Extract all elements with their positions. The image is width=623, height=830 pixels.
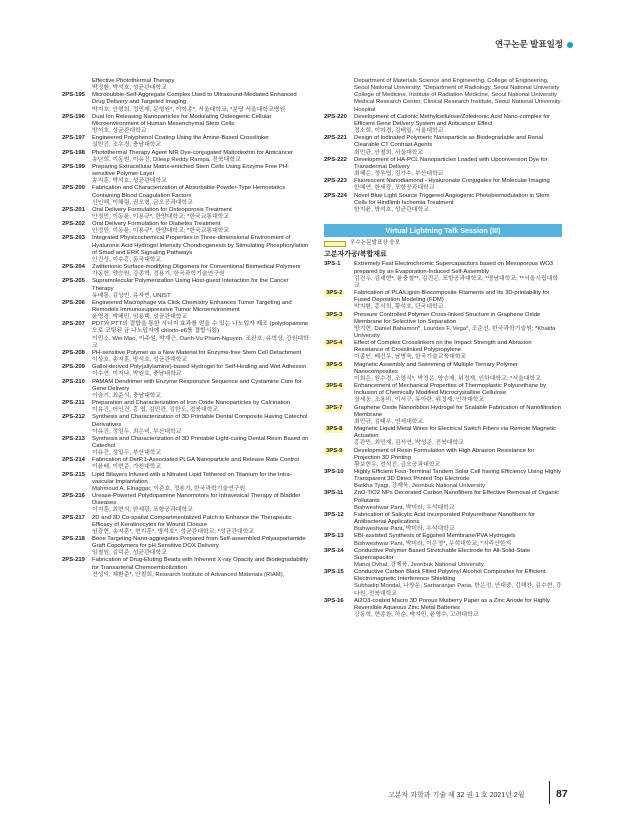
program-entry: [324, 598, 562, 619]
entry-title: PH-sensitive Polymer as a New Material for Enzyme-free Stem Cell Detachment: [92, 349, 302, 356]
entry-authors: 이유진, 정일두, 최은비, 부산대학교: [92, 428, 182, 435]
entry-code: 2PS-215: [62, 471, 85, 478]
left-column: [62, 78, 310, 579]
entry-code: 3PS-16: [324, 597, 344, 604]
entry-code: 2PS-197: [62, 135, 85, 142]
entry-authors: 정소희, 이미경, 김태일, 서울대학교: [354, 128, 444, 135]
entry-code: 2PS-214: [62, 457, 85, 464]
entry-title: Microbubble-Self-Aggregate Complex Used to Ultrasound-Mediated Enhanced Drug Delivery and Targeted Imaging: [92, 92, 297, 106]
legend-swatch-icon: [324, 241, 346, 247]
entry-title: PAMAM Dendrimer with Enzyme Responsive Sequence and Cystamine Core for Gene Delivery: [92, 378, 302, 392]
entry-code: 2PS-224: [324, 192, 347, 199]
entry-authors: 방석호, 성균관대학교: [92, 128, 147, 135]
program-entry: [62, 515, 310, 536]
program-entry: [324, 114, 562, 135]
entry-authors: 이민소, Wei Mao, 이주원, 박재근, Oanh-Vu Pham-Nguyen, 조완호, 유혁상, 강원대학교: [92, 335, 309, 349]
entry-code: 2PS-216: [62, 493, 85, 500]
entry-authors: 홍관민, 최민재, 김서연, 박성준, 전북대학교: [354, 440, 464, 447]
entry-code: 2PS-220: [324, 113, 347, 120]
entry-code: 2PS-204: [62, 264, 85, 271]
entry-title: Novel Blue Light Source Triggered Angiogenic Photobiomodulation in Stem Cells for Hindlimb Ischemia Treatment: [354, 192, 550, 206]
program-entry: [324, 135, 562, 156]
entry-authors: 유배통, 김상빈, 유자빈, UNIST: [92, 292, 171, 299]
entry-code: 2PS-202: [62, 221, 85, 228]
entry-code: 2PS-203: [62, 235, 85, 242]
entry-title: Effect of Complex Crosslinkers on the Impact Strength and Abrasion Resistance of Crosslinked Polypropylene: [354, 340, 532, 354]
bullet-icon: [567, 42, 573, 48]
entry-code: 3PS-15: [324, 569, 344, 576]
entry-authors: 이상호, 송지훈, 방석호, 성균관대학교: [92, 357, 188, 364]
entry-title: Fabrication of DerP.1-Associated PLGA Nanoparticle and Release Rate Control: [92, 457, 299, 464]
entry-code: 2PS-219: [62, 557, 85, 564]
entry-authors: 이종인, 배진우, 남병욱, 한국기술교육대학교: [354, 354, 467, 361]
program-entry: [62, 364, 310, 378]
entry-title: PDT와 PTT의 결합을 통한 시너지 효과를 얻을 수 있는 나노입자 제조 (polydopamine으로 코팅된 금 나노입자에 chlorin-e6를 결합시킴): [92, 321, 309, 335]
program-entry: [62, 321, 310, 350]
entry-authors: 안정민, 이동윤, 이용규*, 한양대학교; *한국교통대학교: [92, 213, 230, 220]
entry-title: Magnetic Assembly and Swimming of Multiple Ternary Polymer Nanocomposites: [354, 361, 518, 375]
entry-title: Zwitterionic Surface-modifying Oligomers for Conventional Biomedical Polymers: [92, 264, 301, 271]
session-banner: Virtual Lightning Talk Session (III): [324, 224, 562, 237]
program-entry: [62, 164, 310, 185]
entry-authors: Subhadip Mondal, 나창운, Sarbaranjan Paria, 한은정, 안대중, 김해찬, 김수현, 강다원, 전북대학교: [354, 583, 562, 597]
entry-title: Design of Iodinated Polymeric Nanoparticle as Biodegradable and Renal Clearable CT Contrast Agents: [354, 135, 543, 149]
program-entry: [62, 135, 310, 149]
entry-title: Fabrication of Drug-Eluting Beads with Inherent X-ray Opacity and Biodegradability for Transarterial Chemoembolization: [92, 557, 309, 571]
program-entry: [62, 114, 310, 135]
entry-title: Development of Cationic Methylcellulose/Zoledronic Acid Nano-complex for Efficient Gene Delivery System and Anticancer Effect: [354, 113, 551, 127]
entry-code: 3PS-6: [326, 383, 343, 390]
entry-code: 3PS-3: [326, 311, 343, 318]
program-entry: [62, 150, 310, 164]
entry-title: Graphene Oxide Nanoribbon Hydrogel for Scalable Fabrication of Nanofiltration Membrane: [354, 404, 561, 418]
entry-authors: 이지훈, 최현식, 한세광, 포항공과대학교: [92, 507, 193, 514]
entry-authors: 이슬기, 최준식, 충남대학교: [92, 392, 162, 399]
program-entry: [324, 548, 562, 569]
entry-code: 3PS-9: [326, 447, 343, 454]
entry-code: 2PS-221: [324, 135, 347, 142]
entry-authors: 이희은, 원수경, 조영식*, 박정은, 양승재, 위정재, 인하대학교; *서울대학교: [354, 375, 541, 382]
program-entry: [62, 379, 310, 400]
program-entry: [324, 340, 562, 361]
entry-authors: 전성익, 제환준*, 안철희, Research Institute of Advanced Materials (RIAM),: [92, 571, 285, 578]
entry-authors: 방기현, Daniel Bahamon*, Lourdes F. Vega*, 조준선, 한국과학기술원; *Khalifa University: [354, 325, 556, 339]
entry-authors: Department of Materials Science and Engineering, College of Engineering, Seoul National University; *Department of Radiology, Seoul National University College of Medicine, Institute of Radiation Medicine, Seoul National University Medical Research Center, Clinical Research Institute, Seoul National University Hospital: [354, 78, 561, 113]
entry-authors: 박지호, 안형희, 정민재, 문형원*, 이학종*, 서울대학교; *분당 서울대학교병원: [92, 106, 286, 113]
entry-authors: Manoj Ovhal, 강제욱, Jeonbuk National University: [354, 562, 484, 568]
program-entry: [324, 569, 562, 598]
entry-code: 2PS-222: [324, 156, 347, 163]
entry-code: 3PS-11: [324, 490, 344, 497]
program-entry: [62, 414, 310, 435]
entry-authors: 설민진, 조우경, 충남대학교: [92, 142, 162, 149]
entry-code: 2PS-217: [62, 514, 85, 521]
entry-authors: 임철원, 김덕준, 성균관대학교: [92, 550, 167, 557]
right-entries-top: [324, 78, 562, 214]
entry-code: 2PS-210: [62, 378, 85, 385]
entry-code: 3PS-12: [324, 511, 344, 518]
program-entry: [324, 469, 562, 490]
program-entry: [62, 400, 310, 414]
entry-authors: 최민규, 안철희, 서울대학교: [354, 149, 424, 156]
program-entry: [62, 264, 310, 278]
program-entry: [324, 448, 562, 469]
entry-code: 2PS-195: [62, 92, 85, 99]
entry-authors: 안정민, 이동윤, 이용규*, 한양대학교; *한국교통대학교: [92, 228, 230, 235]
footer-divider: [549, 781, 550, 804]
entry-title: Integrated Physicochemical Properties in Three-dimensional Environment of Hyaluronic Acid Hydrogel Intensity Chondrogenesis by Stimulating Phosphorylation of Smad and ERK Signaling Pathways: [92, 235, 309, 256]
program-entry: [62, 493, 310, 514]
entry-title: ZnO-TiO2 NPs Decorated Carbon Nanofibers for Effective Removal of Organic Pollutants: [354, 490, 559, 504]
entry-authors: 김건우, 김세현*, 윤충철**, 김진곤, 포항공과대학교; *명남대학교; **서울시립대학교: [354, 275, 559, 289]
entry-authors: 이유진, 정일두, 부산대학교: [92, 450, 162, 457]
program-entry: [62, 472, 310, 493]
entry-title: Fabrication and Characterization of Absorbable Powder-Type Hemostatics Containing Blood Coagulation Factors: [92, 185, 286, 199]
entry-title: Preparation and Characterization of Iron Oxide Nanoparticles by Calcination: [92, 400, 291, 407]
program-entry: [324, 193, 562, 214]
entry-title: Engineered Polyphenol Coating Using the Amine-Based Crosslinker: [92, 135, 270, 142]
entry-authors: 송난희, 이동원, 이유진, Dileep Reddy Rampa, 전북대학교: [92, 156, 241, 163]
right-column: [324, 78, 562, 619]
entry-code: 2PS-199: [62, 163, 85, 170]
program-entry: [62, 278, 310, 299]
program-entry: [324, 157, 562, 178]
legend-label: 우수논문발표상 응모: [350, 240, 401, 247]
program-entry: [324, 383, 562, 404]
entry-authors: 안진성, 이수홍, 동국대학교: [92, 256, 162, 263]
entry-title: Urease-Powered Polydopamine Nanomotors for Intravesical Therapy of Bladder Diseases: [92, 493, 301, 507]
entry-code: 3PS-14: [324, 547, 344, 554]
program-entry: [324, 362, 562, 383]
entry-code: 3PS-10: [324, 468, 344, 475]
entry-title: Extremely Fast Electrochromic Supercapacitors based on Mesoporous WO3 prepared by an Evaporation-Induced Self-Assembly: [354, 261, 554, 275]
footer-text: 고분자 과학과 기술 제 32 권 1 호 2021년 2월: [388, 792, 525, 799]
entry-code: 2PS-206: [62, 299, 85, 306]
entry-title: Development of Resin Formulation with High Abrasion Resistance for Projection 3D Printing: [354, 447, 535, 461]
entry-code: 3PS-2: [326, 290, 343, 297]
entry-code: 3PS-4: [326, 340, 343, 347]
entry-code: 2PS-198: [62, 149, 85, 156]
entry-title: Conductive Carbon Black Filled Polyvinyl Alcohol Composites for Efficient Electromagnetic Interference Shielding: [354, 569, 546, 583]
entry-code: 2PS-208: [62, 349, 85, 356]
award-legend: [324, 240, 562, 247]
entry-title: Al2O3-coated Macro 3D Porous Mulberry Paper as a Zinc Anode for Highly Reversible Aqueous Zinc Metal Batteries: [354, 597, 550, 611]
program-entry: [324, 261, 562, 290]
entry-title: Dual Ion Releasing Nanoparticles for Modulating Osteogenic Cellular Microenvironment of Human Mesenchymal Stem Cells: [92, 113, 272, 127]
entry-authors: 신인해, 이혜림, 권오형, 금오공과대학교: [92, 199, 193, 206]
entry-authors: 가동헌, 양승원, 강종혁, 정용기, 한국과학기술연구원: [92, 271, 225, 278]
entry-title: EBI-assisted Synthesis of Eggshell Membrane/PVA Hydrogels: [354, 533, 516, 540]
program-entry: [62, 457, 310, 471]
right-entries-session: [324, 261, 562, 619]
entry-code: 2PS-196: [62, 113, 85, 120]
entry-authors: Mahmoud A. Elnaggar, 이준호, 정용기, 한국과학기술연구원: [92, 485, 246, 492]
program-entry: [62, 92, 310, 113]
entry-title: Synthesis and Characterization of 3D Printable Light-curing Dental Resin Based on Catechol: [92, 435, 309, 449]
entry-title: Conductive Polymer Based Stretchable Electrode for All-Solid-State Supercapacitor: [354, 547, 531, 561]
entry-title: Fabrication of PLA/Lignin Biocomposite Filaments and Its 3D-printability for Fused Deposition Modeling (FDM): [354, 290, 550, 304]
entry-authors: 강동혁, 현종찬, 하순, 박지민, 윤영수, 고려대학교: [354, 612, 479, 619]
entry-title: Photothermal Therapy Agent NIR Dye-conjugated Maltodextrin for Anticancer: [92, 149, 293, 156]
page-number: 87: [556, 788, 568, 800]
entry-title: Fluorescent Nanodiamond - Hyaluronate Conjugates for Molecular Imaging: [354, 178, 550, 185]
program-entry: [62, 536, 310, 557]
entry-authors: 이유진, 어인건, 홍 엽, 김민관, 김한도, 경북대학교: [92, 407, 219, 414]
program-entry: [324, 78, 562, 114]
entry-code: 2PS-211: [62, 400, 85, 407]
entry-code: 2PS-205: [62, 278, 85, 285]
entry-title: Highly Efficient Four-Terminal Tandem Solar Cell having Efficiency Using Highly Transparent 3D Direct Printed Top Electrode: [354, 468, 561, 483]
entry-code: 3PS-7: [326, 404, 343, 411]
entry-authors: 이수연, 이지나, 박원호, 충남대학교: [92, 371, 182, 378]
entry-authors: 황보현우, 전석진, 금오공과대학교: [354, 461, 441, 468]
entry-code: 2PS-212: [62, 414, 85, 421]
entry-authors: 임광현, 송지훈*, 현지훈*, 방석호*, 성균관대학교; *성균관대학교: [92, 528, 255, 535]
program-entry: [62, 300, 310, 321]
program-entry: [62, 185, 310, 206]
entry-title: Preparing Extracellular Matrix-enriched Stem Cells Using Enzyme Free PH-sensitive Polymer Layer: [92, 163, 290, 178]
page-header: [495, 38, 573, 50]
entry-authors: 장세웅, 조용비, 이서구, 유아란, 위정재, 인하대학교: [354, 397, 485, 404]
entry-authors: 박지환, 홍서희, 황석호, 단국대학교: [354, 304, 444, 311]
entry-title: Pressure Controlled Polymer Cross-linked Structure in Graphene Oxide Membrane for Selective Ion Separation: [354, 311, 541, 325]
entry-authors: Bishweshwar Pant, 박미라, 우석대학교: [354, 526, 455, 533]
program-entry: [324, 512, 562, 533]
entry-code: 2PS-223: [324, 178, 347, 185]
entry-title: Oral Delivery Formulation for Diabetes Treatment: [92, 221, 221, 228]
entry-authors: 이윤배, 이현준, 가천대학교: [92, 464, 162, 471]
entry-authors: Bishweshwar Pant, 박미라, 우석대학교: [354, 504, 455, 511]
program-entry: [62, 221, 310, 235]
entry-authors: 한혜연, 한세광, 포항공과대학교: [354, 185, 435, 192]
entry-authors: 최혜은, 정우엽, 김가수, 부산대학교: [354, 171, 444, 178]
program-entry: [324, 290, 562, 311]
entry-code: 3PS-1: [324, 261, 341, 268]
program-entry: [62, 557, 310, 578]
session-subhead: 고분자가공/복합재료: [324, 251, 387, 259]
entry-code: 3PS-8: [326, 426, 343, 433]
entry-code: 2PS-213: [62, 435, 85, 442]
entry-code: 2PS-201: [62, 206, 85, 213]
program-entry: [62, 235, 310, 264]
entry-title: Effective Photothermal Therapy: [92, 78, 175, 84]
program-entry: [324, 490, 562, 511]
program-entry: [62, 436, 310, 457]
entry-title: Gallol-derived Poly(allylamine)-based Hydrogel for Self-Healing and Wet Adhesion: [92, 364, 307, 371]
entry-title: Bone Targeting Nano-aggregates Prepared from Self-assembled Polyaspartamide Graft Copolymers for pH Sensitive DOX Delivery: [92, 536, 306, 550]
entry-title: Lipid Bilayers Infused with a Nitrated Lipid Tethered on Titanium for the Intra-vascular Implantation: [92, 471, 292, 485]
entry-title: Enhancement of Mechanical Properties of Thermoplastic Polyurethane by Inclusion of Chemically Modified Microcrystalline Cellulose: [354, 383, 547, 397]
entry-authors: 윤영경, 박혜민, 임용택, 성균관대학교: [92, 314, 188, 321]
entry-title: Fabrication of Salicylic Acid Incorporated Polyurethane Nanofibers for Antibacterial Applications: [354, 511, 536, 526]
program-entry: [324, 178, 562, 192]
entry-authors: 한지윤, 방석호, 성균관대학교: [354, 206, 429, 213]
entry-authors: 박정환, 박석호, 성균관대학교: [92, 85, 167, 92]
entry-title: Supramolecular Polymerization Using Host-guest Interaction for the Cancer Therapy: [92, 278, 289, 292]
entry-code: 2PS-209: [62, 364, 85, 371]
entry-authors: Bishweshwar Pant, 박미라, 이은정*, 우석대학교; *지리산한지: [354, 540, 512, 547]
program-entry: [324, 533, 562, 547]
program-entry: [324, 426, 562, 447]
header-title: 연구논문 발표일정: [494, 39, 563, 49]
entry-authors: 최민규, 김태우, 연세대학교: [354, 418, 424, 425]
program-entry: [62, 350, 310, 364]
entry-code: 2PS-200: [62, 185, 85, 192]
program-entry: [62, 78, 310, 92]
entry-code: 3PS-5: [326, 361, 343, 368]
program-entry: [324, 312, 562, 341]
entry-title: Engineered Macrophage via Click Chemistry Enhances Tumor Targeting and Remodels Immunosuppressive Tumor Microenvironment: [92, 299, 292, 313]
entry-code: 2PS-207: [62, 321, 85, 328]
entry-code: 3PS-13: [324, 533, 344, 540]
entry-authors: 송지훈, 박석호, 성균관대학교: [92, 178, 167, 185]
entry-title: Development of HA-PCL Nanoparticles Loaded with Upconversion Dye for Transdermal Delivery: [354, 156, 548, 170]
program-entry: [324, 405, 562, 426]
entry-authors: Barkha Tyagi, 강제욱, Jeonbuk National University: [354, 483, 485, 490]
entry-title: Oral Delivery Formulation for Osteoporosis Treatment: [92, 206, 232, 213]
entry-title: Synthesis and Characterization of 3D Printable Dental Composite Having Catechol Derivatives: [92, 414, 308, 428]
entry-title: 2D and 3D Co-spatial Compartmentalized Patch to Enhance the Therapeutic Efficacy of Keratinocytes for Wound Closure: [92, 514, 292, 528]
program-entry: [62, 207, 310, 221]
entry-code: 2PS-218: [62, 536, 85, 542]
entry-title: Magnetic Liquid Metal Wires for Electrical Switch Fibers via Remote Magnetic Actuation: [354, 426, 556, 440]
